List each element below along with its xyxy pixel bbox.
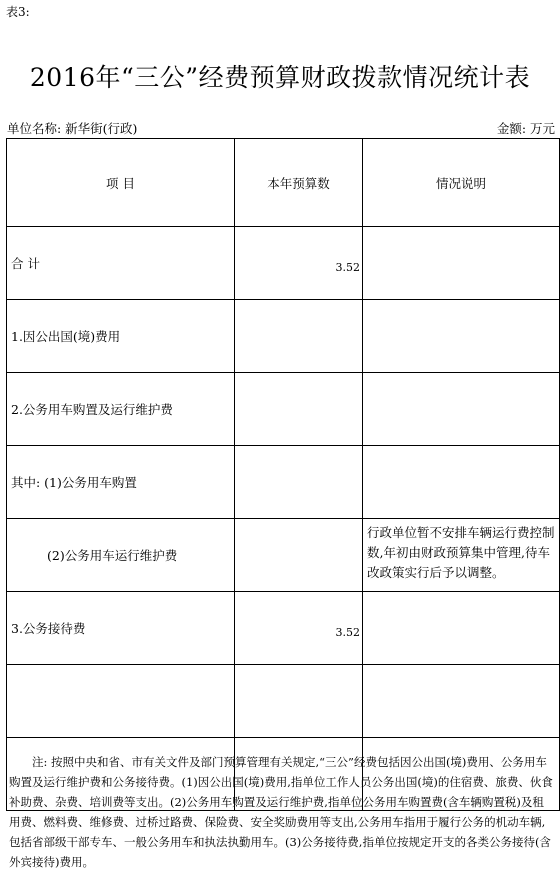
row-description — [363, 373, 560, 446]
row-item — [7, 665, 235, 738]
row-description — [363, 227, 560, 300]
header-budget: 本年预算数 — [235, 139, 363, 227]
row-item: 合 计 — [7, 227, 235, 300]
header-item: 项 目 — [7, 139, 235, 227]
table-row — [7, 300, 560, 373]
row-description — [363, 592, 560, 665]
row-amount — [235, 665, 363, 738]
table-row — [7, 227, 560, 300]
row-item: 1.因公出国(境)费用 — [7, 300, 235, 373]
row-item: (2)公务用车运行维护费 — [7, 519, 235, 592]
row-item: 3.公务接待费 — [7, 592, 235, 665]
page-title: 2016年“三公”经费预算财政拨款情况统计表 — [29, 63, 531, 92]
row-amount — [235, 373, 363, 446]
amount-unit-label: 金额: 万元 — [496, 121, 555, 136]
row-amount — [235, 446, 363, 519]
row-description — [363, 665, 560, 738]
unit-name-label: 单位名称: 新华街(行政) — [7, 121, 138, 136]
table-row — [7, 519, 560, 592]
table-row — [7, 373, 560, 446]
budget-table — [6, 138, 560, 811]
table-row — [7, 665, 560, 738]
table-row — [7, 592, 560, 665]
row-amount: 3.52 — [235, 592, 363, 665]
row-description: 行政单位暂不安排车辆运行费控制数,年初由财政预算集中管理,待车改政策实行后予以调整。 — [363, 519, 560, 592]
header-description: 情况说明 — [363, 139, 560, 227]
row-amount — [235, 519, 363, 592]
row-description — [363, 300, 560, 373]
row-item: 2.公务用车购置及运行维护费 — [7, 373, 235, 446]
table-number-label: 表3: — [6, 5, 30, 19]
table-row — [7, 446, 560, 519]
row-amount: 3.52 — [235, 227, 363, 300]
row-item: 其中: (1)公务用车购置 — [7, 446, 235, 519]
row-amount — [235, 300, 363, 373]
table-header-row — [7, 139, 560, 227]
row-description — [363, 446, 560, 519]
footnote: 注: 按照中央和省、市有关文件及部门预算管理有关规定,“三公”经费包括因公出国(境)费用、公务用车购置及运行维护费和公务接待费。(1)因公出国(境)费用,指单位工作人员公务出国(境)的住宿费、旅费、伙食补助费、杂费、培训费等支出。(2)公务用车购置及运行维护费,指单位公务用车购置费(含车辆购置税)及租用费、燃料费、维修费、过桥过路费、保险费、安全奖励费用等支出,公务用车指用于履行公务的机动车辆,包括省部级干部专车、一般公务用车和执法执勤用车。(3)公务接待费,指单位按规定开支的各类公务接待(含外宾接待)费用。 — [9, 755, 553, 869]
